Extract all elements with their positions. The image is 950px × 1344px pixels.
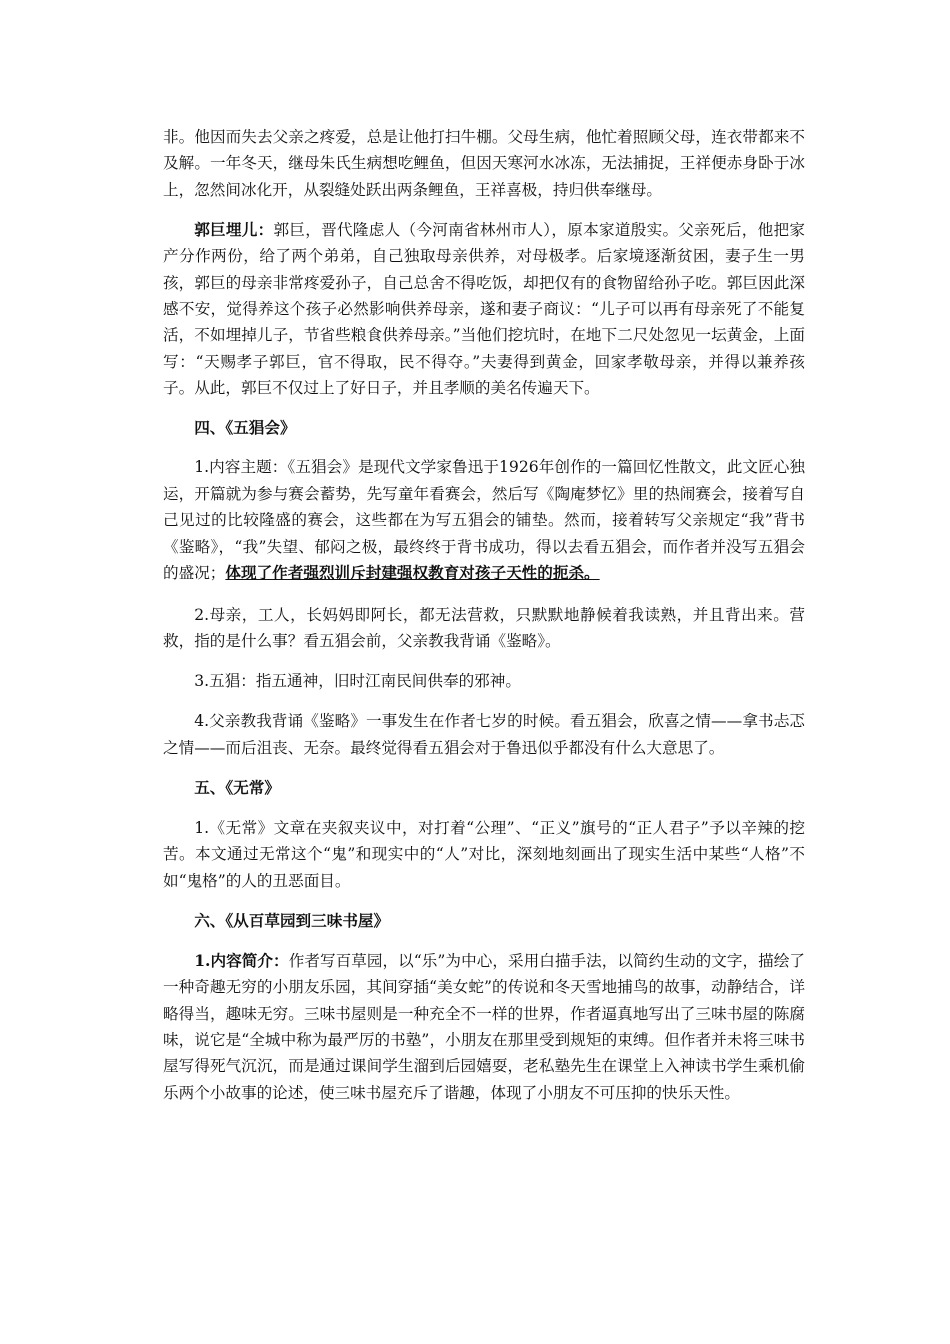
paragraph-guo-ju (163, 217, 805, 402)
section-heading-bai-cao-yuan: 六、《从百草园到三味书屋》 (194, 910, 390, 930)
section-heading-wu-chang-hui: 四、《五猖会》 (194, 418, 296, 438)
paragraph-content-theme (163, 454, 805, 586)
paragraph-item-2: 2.母亲，工人，长妈妈即阿长，都无法营救，只默默地静候着我读熟，并且背出来。营救，指的是什么事？看五猖会前，父亲教我背诵《鉴略》。 (163, 605, 805, 651)
paragraph-text: 郭巨，晋代隆虑人（今河南省林州市人），原本家道殷实。父亲死后，他把家产分作两份，给了两个弟弟，自己独取母亲供养，对母极孝。后家境逐渐贫困，妻子生一男孩，郭巨的母亲非常疼爱孙子，自己总舍不得吃饭，却把仅有的食物留给孙子吃。郭巨因此深感不安，觉得养这个孩子必然影响供养母亲，遂和妻子商议：“儿子可以再有母亲死了不能复活，不如埋掉儿子，节省些粮食供养母亲。”当他们挖坑时，在地下二尺处忽见一坛黄金，上面写：“天赐孝子郭巨，官不得取，民不得夺。”夫妻得到黄金，回家孝敬母亲，并得以兼养孩子。从此，郭巨不仅过上了好日子，并且孝顺的美名传遍天下。 (163, 220, 805, 398)
paragraph-text: 作者写百草园，以“乐”为中心，采用白描手法，以简约生动的文字，描绘了一种奇趣无穷的小朋友乐园，其间穿插“美女蛇”的传说和冬天雪地捕鸟的故事，动静结合，详略得当，趣味无穷。三味书屋则是一种充全不一样的世界，作者逼真地写出了三味书屋的陈腐味，说它是“全城中称为最严厉的书塾”，小朋友在那里受到规矩的束缚。但作者并未将三味书屋写得死气沉沉，而是通过课间学生溜到后园嬉耍，老私塾先生在课堂上入神读书学生乘机偷乐两个小故事的论述，使三味书屋充斥了谐趣，体现了小朋友不可压抑的快乐天性。 (163, 951, 805, 1102)
document-page (163, 124, 805, 1106)
emphasized-conclusion: 体现了作者强烈训斥封建强权教育对孩子天性的扼杀。 (225, 562, 600, 582)
paragraph-content-summary (163, 948, 805, 1106)
paragraph-label: 郭巨埋儿： (194, 219, 274, 239)
paragraph-wang-xiang-end: 非。他因而失去父亲之疼爱，总是让他打扫牛棚。父母生病，他忙着照顾父母，连衣带都来不及解。一年冬天，继母朱氏生病想吃鲤鱼，但因天寒河水冰冻，无法捕捉，王祥便赤身卧于冰上，忽然间冰化开，从裂缝处跃出两条鲤鱼，王祥喜极，持归供奉继母。 (163, 128, 805, 199)
paragraph-item-3: 3.五猖：指五通神，旧时江南民间供奉的邪神。 (194, 672, 521, 691)
section-heading-wu-chang: 五、《无常》 (194, 777, 280, 797)
paragraph-wu-chang: 1.《无常》文章在夹叙夹议中，对打着“公理”、“正义”旗号的“正人君子”予以辛辣的挖苦。本文通过无常这个“鬼”和现实中的“人”对比，深刻地刻画出了现实生活中某些“人格”不如“鬼格”的人的丑恶面目。 (163, 818, 805, 890)
paragraph-item-4: 4.父亲教我背诵《鉴略》一事发生在作者七岁的时候。看五猖会，欣喜之情——拿书忐忑之情——而后沮丧、无奈。最终觉得看五猖会对于鲁迅似乎都没有什么大意思了。 (163, 712, 805, 757)
paragraph-label: 1.内容简介： (194, 950, 289, 970)
paragraph-text: 1.内容主题：《五猖会》是现代文学家鲁迅于1926年创作的一篇回忆性散文，此文匠心独运，开篇就为参与赛会蓄势，先写童年看赛会，然后写《陶庵梦忆》里的热闹赛会，接着写自己见过的比较隆盛的赛会，这些都在为写五猖会的铺垫。然而，接着转写父亲规定“我”背书《鉴略》，“我”失望、郁闷之极，最终终于背书成功，得以去看五猖会，而作者并没写五猖会的盛况； (163, 458, 805, 582)
